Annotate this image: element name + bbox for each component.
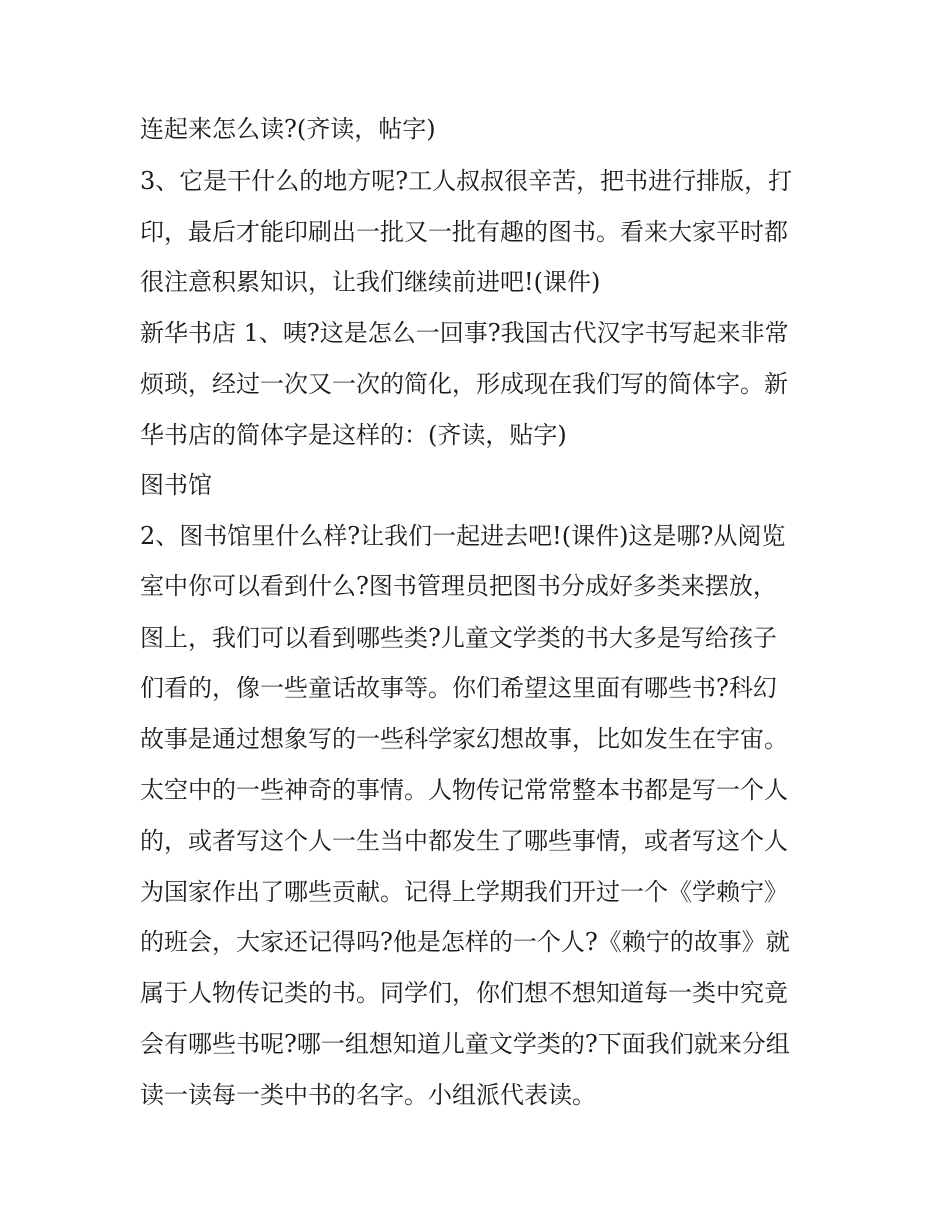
text-line: 室中你可以看到什么?图书管理员把图书分成好多类来摆放，	[140, 572, 777, 600]
text-line: 图书馆	[140, 471, 212, 499]
text-line: 的班会，大家还记得吗?他是怎样的一个人?《赖宁的故事》就	[140, 928, 790, 956]
text-line: 们看的，像一些童话故事等。你们希望这里面有哪些书?科幻	[140, 674, 777, 702]
text-line: 属于人物传记类的书。同学们，你们想不想知道每一类中究竟	[140, 979, 788, 1007]
text-line: 很注意积累知识，让我们继续前进吧!(课件)	[140, 268, 601, 296]
text-line: 会有哪些书呢?哪一组想知道儿童文学类的?下面我们就来分组	[140, 1030, 790, 1058]
text-line: 的，或者写这个人一生当中都发生了哪些事情，或者写这个人	[140, 827, 788, 855]
text-line: 印，最后才能印刷出一批又一批有趣的图书。看来大家平时都	[140, 218, 788, 246]
text-line: 图上，我们可以看到哪些类?儿童文学类的书大多是写给孩子	[140, 624, 777, 652]
text-line: 华书店的简体字是这样的：(齐读，贴字)	[140, 421, 567, 449]
text-line: 烦琐，经过一次又一次的简化，形成现在我们写的简体字。新	[140, 370, 788, 398]
text-line: 太空中的一些神奇的事情。人物传记常常整本书都是写一个人	[140, 776, 788, 804]
text-line: 故事是通过想象写的一些科学家幻想故事，比如发生在宇宙。	[140, 725, 788, 753]
text-line: 连起来怎么读?(齐读，帖字)	[140, 115, 436, 143]
text-line: 3、它是干什么的地方呢?工人叔叔很辛苦，把书进行排版，打	[140, 167, 793, 195]
text-line: 新华书店 1、咦?这是怎么一回事?我国古代汉字书写起来非常	[140, 319, 789, 347]
text-line: 2、图书馆里什么样?让我们一起进去吧!(课件)这是哪?从阅览	[140, 522, 786, 550]
text-line: 读一读每一类中书的名字。小组派代表读。	[140, 1081, 596, 1109]
text-line: 为国家作出了哪些贡献。记得上学期我们开过一个《学赖宁》	[140, 878, 788, 906]
